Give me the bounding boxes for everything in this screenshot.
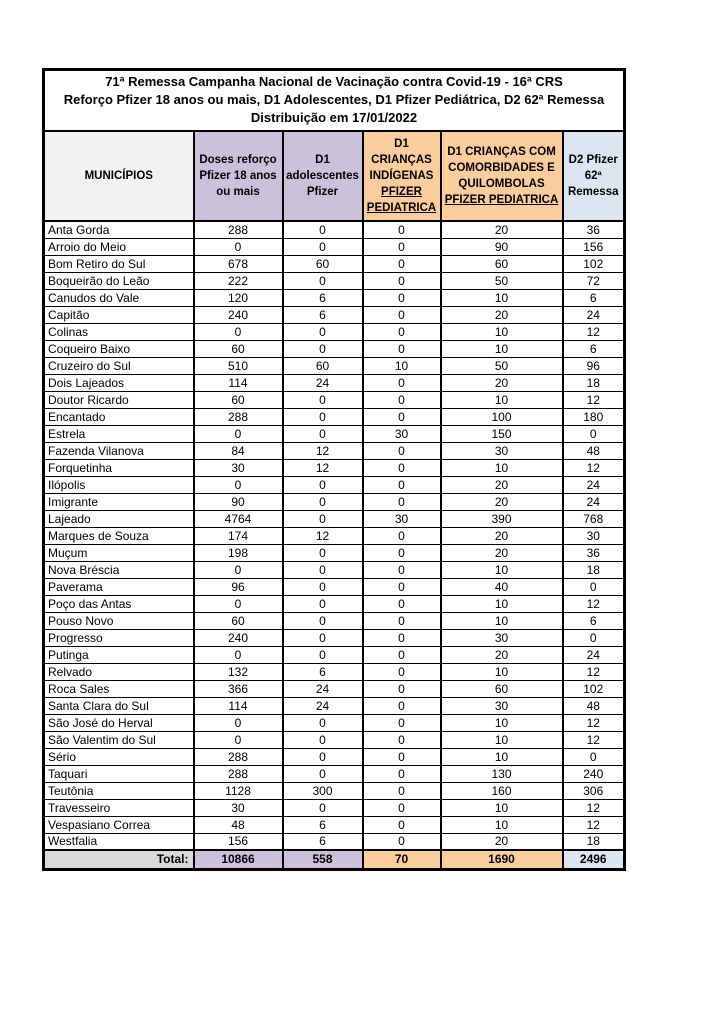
table-row (44, 612, 625, 629)
dose-value: 160 (441, 782, 563, 799)
dose-value: 48 (563, 697, 625, 714)
dose-value: 0 (283, 799, 363, 816)
dose-value: 12 (563, 391, 625, 408)
dose-value: 24 (563, 306, 625, 323)
municipality-name: Capitão (44, 306, 194, 323)
dose-value: 60 (194, 340, 283, 357)
municipality-name: São Valentim do Sul (44, 731, 194, 748)
municipality-name: Travesseiro (44, 799, 194, 816)
dose-value: 10 (441, 612, 563, 629)
dose-value: 20 (441, 833, 563, 850)
dose-value: 678 (194, 255, 283, 272)
dose-value: 6 (563, 289, 625, 306)
municipality-name: Vespasiano Correa (44, 816, 194, 833)
dose-value: 40 (441, 578, 563, 595)
municipality-name: Cruzeiro do Sul (44, 357, 194, 374)
dose-value: 0 (363, 663, 441, 680)
municipality-name: São José do Herval (44, 714, 194, 731)
dose-value: 222 (194, 272, 283, 289)
vaccination-distribution-table (42, 68, 626, 871)
dose-value: 240 (194, 629, 283, 646)
table-row (44, 340, 625, 357)
dose-value: 10 (441, 391, 563, 408)
dose-value: 0 (283, 408, 363, 425)
total-d1-adolescentes: 558 (283, 850, 363, 869)
dose-value: 0 (363, 697, 441, 714)
table-row (44, 459, 625, 476)
dose-value: 60 (194, 391, 283, 408)
table-row (44, 408, 625, 425)
municipality-name: Teutônia (44, 782, 194, 799)
dose-value: 150 (441, 425, 563, 442)
table-header (44, 70, 625, 222)
dose-value: 0 (283, 595, 363, 612)
dose-value: 24 (283, 680, 363, 697)
dose-value: 12 (563, 595, 625, 612)
dose-value: 0 (363, 612, 441, 629)
dose-value: 120 (194, 289, 283, 306)
table-row (44, 357, 625, 374)
dose-value: 0 (363, 527, 441, 544)
municipality-name: Fazenda Vilanova (44, 442, 194, 459)
dose-value: 156 (563, 238, 625, 255)
dose-value: 0 (283, 544, 363, 561)
dose-value: 10 (441, 663, 563, 680)
dose-value: 0 (363, 442, 441, 459)
dose-value: 306 (563, 782, 625, 799)
dose-value: 510 (194, 357, 283, 374)
title-line-3: Distribuição em 17/01/2022 (250, 110, 418, 125)
dose-value: 30 (363, 425, 441, 442)
dose-value: 132 (194, 663, 283, 680)
dose-value: 20 (441, 476, 563, 493)
dose-value: 6 (283, 289, 363, 306)
table-footer (44, 850, 625, 869)
dose-value: 30 (363, 510, 441, 527)
municipality-name: Colinas (44, 323, 194, 340)
dose-value: 60 (441, 680, 563, 697)
municipality-name: Anta Gorda (44, 221, 194, 238)
dose-value: 366 (194, 680, 283, 697)
municipality-name: Muçum (44, 544, 194, 561)
municipality-name: Coqueiro Baixo (44, 340, 194, 357)
dose-value: 0 (194, 561, 283, 578)
dose-value: 36 (563, 221, 625, 238)
dose-value: 12 (563, 816, 625, 833)
municipality-name: Dois Lajeados (44, 374, 194, 391)
dose-value: 0 (283, 391, 363, 408)
total-row (44, 850, 625, 869)
dose-value: 0 (194, 731, 283, 748)
dose-value: 0 (283, 731, 363, 748)
dose-value: 0 (283, 476, 363, 493)
dose-value: 0 (194, 238, 283, 255)
dose-value: 48 (563, 442, 625, 459)
dose-value: 0 (283, 238, 363, 255)
dose-value: 0 (283, 612, 363, 629)
dose-value: 12 (563, 663, 625, 680)
dose-value: 60 (194, 612, 283, 629)
table-row (44, 714, 625, 731)
dose-value: 0 (283, 510, 363, 527)
dose-value: 0 (283, 561, 363, 578)
dose-value: 0 (283, 629, 363, 646)
table-row (44, 680, 625, 697)
dose-value: 24 (563, 646, 625, 663)
dose-value: 0 (363, 476, 441, 493)
dose-value: 12 (283, 527, 363, 544)
dose-value: 30 (441, 697, 563, 714)
dose-value: 10 (441, 816, 563, 833)
dose-value: 24 (563, 493, 625, 510)
dose-value: 24 (283, 697, 363, 714)
dose-value: 20 (441, 221, 563, 238)
municipality-name: Roca Sales (44, 680, 194, 697)
dose-value: 0 (363, 306, 441, 323)
dose-value: 0 (363, 765, 441, 782)
column-header-d1-criancas-comorbidades (441, 131, 563, 221)
municipality-name: Estrela (44, 425, 194, 442)
dose-value: 0 (363, 391, 441, 408)
municipality-name: Progresso (44, 629, 194, 646)
dose-value: 390 (441, 510, 563, 527)
dose-value: 6 (563, 340, 625, 357)
dose-value: 0 (363, 374, 441, 391)
title-line-2: Reforço Pfizer 18 anos ou mais, D1 Adolescentes, D1 Pfizer Pediátrica, D2 62ª Remessa (63, 92, 605, 107)
total-d1-criancas-indigenas: 70 (363, 850, 441, 869)
dose-value: 20 (441, 527, 563, 544)
dose-value: 30 (441, 629, 563, 646)
dose-value: 156 (194, 833, 283, 850)
table-row (44, 697, 625, 714)
dose-value: 288 (194, 408, 283, 425)
table-row (44, 816, 625, 833)
table-title (44, 70, 625, 132)
dose-value: 0 (363, 408, 441, 425)
dose-value: 0 (563, 629, 625, 646)
municipality-name: Pouso Novo (44, 612, 194, 629)
municipality-name: Encantado (44, 408, 194, 425)
dose-value: 20 (441, 646, 563, 663)
dose-value: 6 (283, 306, 363, 323)
dose-value: 20 (441, 374, 563, 391)
dose-value: 20 (441, 306, 563, 323)
dose-value: 300 (283, 782, 363, 799)
dose-value: 90 (441, 238, 563, 255)
dose-value: 0 (283, 748, 363, 765)
dose-value: 4764 (194, 510, 283, 527)
table-row (44, 238, 625, 255)
municipality-name: Arroio do Meio (44, 238, 194, 255)
dose-value: 12 (563, 799, 625, 816)
dose-value: 0 (283, 425, 363, 442)
header-text-underlined: PFIZER PEDIATRICA (366, 186, 437, 214)
dose-value: 0 (563, 425, 625, 442)
municipality-name: Taquari (44, 765, 194, 782)
dose-value: 0 (363, 493, 441, 510)
dose-value: 90 (194, 493, 283, 510)
column-header-d1-criancas-indigenas (363, 131, 441, 221)
dose-value: 10 (441, 714, 563, 731)
municipality-name: Imigrante (44, 493, 194, 510)
dose-value: 10 (441, 748, 563, 765)
table-row (44, 272, 625, 289)
dose-value: 10 (441, 595, 563, 612)
table-row (44, 323, 625, 340)
dose-value: 0 (283, 578, 363, 595)
dose-value: 10 (363, 357, 441, 374)
dose-value: 174 (194, 527, 283, 544)
dose-value: 96 (563, 357, 625, 374)
dose-value: 0 (363, 748, 441, 765)
dose-value: 12 (563, 714, 625, 731)
dose-value: 0 (363, 255, 441, 272)
table-row (44, 425, 625, 442)
dose-value: 0 (363, 323, 441, 340)
dose-value: 240 (563, 765, 625, 782)
municipality-name: Putinga (44, 646, 194, 663)
dose-value: 0 (283, 646, 363, 663)
dose-value: 12 (563, 459, 625, 476)
dose-value: 288 (194, 765, 283, 782)
header-text-underlined: PFIZER PEDIATRICA (444, 194, 559, 206)
table-row (44, 306, 625, 323)
dose-value: 60 (441, 255, 563, 272)
dose-value: 20 (441, 544, 563, 561)
column-header-doses-reforco: Doses reforço Pfizer 18 anos ou mais (194, 131, 283, 221)
dose-value: 18 (563, 374, 625, 391)
dose-value: 288 (194, 748, 283, 765)
dose-value: 0 (194, 323, 283, 340)
dose-value: 10 (441, 561, 563, 578)
municipality-name: Forquetinha (44, 459, 194, 476)
total-doses-reforco: 10866 (194, 850, 283, 869)
dose-value: 240 (194, 306, 283, 323)
dose-value: 0 (363, 272, 441, 289)
municipality-name: Santa Clara do Sul (44, 697, 194, 714)
table-row (44, 833, 625, 850)
table-row (44, 391, 625, 408)
dose-value: 0 (363, 578, 441, 595)
dose-value: 36 (563, 544, 625, 561)
dose-value: 0 (363, 731, 441, 748)
dose-value: 0 (363, 289, 441, 306)
dose-value: 12 (563, 323, 625, 340)
dose-value: 0 (283, 340, 363, 357)
dose-value: 130 (441, 765, 563, 782)
dose-value: 0 (283, 221, 363, 238)
dose-value: 0 (563, 748, 625, 765)
dose-value: 0 (363, 629, 441, 646)
dose-value: 0 (283, 714, 363, 731)
table-row (44, 255, 625, 272)
table-row (44, 782, 625, 799)
table-row (44, 646, 625, 663)
dose-value: 0 (363, 799, 441, 816)
municipality-name: Westfalia (44, 833, 194, 850)
dose-value: 0 (363, 646, 441, 663)
dose-value: 0 (363, 816, 441, 833)
table-row (44, 476, 625, 493)
table-row (44, 289, 625, 306)
municipality-name: Canudos do Vale (44, 289, 194, 306)
table-row (44, 748, 625, 765)
dose-value: 100 (441, 408, 563, 425)
total-d2-pfizer: 2496 (563, 850, 625, 869)
dose-value: 6 (563, 612, 625, 629)
dose-value: 0 (283, 765, 363, 782)
municipality-name: Marques de Souza (44, 527, 194, 544)
table-row (44, 799, 625, 816)
dose-value: 50 (441, 357, 563, 374)
dose-value: 24 (563, 476, 625, 493)
total-d1-criancas-comorbidades: 1690 (441, 850, 563, 869)
municipality-name: Sério (44, 748, 194, 765)
dose-value: 60 (283, 255, 363, 272)
dose-value: 0 (283, 323, 363, 340)
dose-value: 114 (194, 374, 283, 391)
table-row (44, 595, 625, 612)
dose-value: 0 (194, 714, 283, 731)
municipality-name: Boqueirão do Leão (44, 272, 194, 289)
table-body (44, 221, 625, 850)
dose-value: 12 (563, 731, 625, 748)
dose-value: 0 (363, 833, 441, 850)
dose-value: 0 (363, 782, 441, 799)
table-row (44, 510, 625, 527)
column-header-municipios: MUNICÍPIOS (44, 131, 194, 221)
header-text: D1 CRIANÇAS COM COMORBIDADES E QUILOMBOLAS (447, 146, 556, 190)
table-row (44, 765, 625, 782)
dose-value: 30 (194, 459, 283, 476)
table-row (44, 663, 625, 680)
dose-value: 30 (563, 527, 625, 544)
dose-value: 10 (441, 799, 563, 816)
dose-value: 1128 (194, 782, 283, 799)
header-text: D1 CRIANÇAS INDÍGENAS (369, 138, 434, 182)
dose-value: 0 (363, 680, 441, 697)
table-row (44, 731, 625, 748)
municipality-name: Paverama (44, 578, 194, 595)
dose-value: 10 (441, 323, 563, 340)
dose-value: 12 (283, 442, 363, 459)
dose-value: 24 (283, 374, 363, 391)
dose-value: 180 (563, 408, 625, 425)
dose-value: 0 (363, 595, 441, 612)
table-row (44, 527, 625, 544)
municipality-name: Doutor Ricardo (44, 391, 194, 408)
dose-value: 18 (563, 561, 625, 578)
dose-value: 0 (563, 578, 625, 595)
dose-value: 768 (563, 510, 625, 527)
table-row (44, 221, 625, 238)
dose-value: 0 (363, 561, 441, 578)
table-row (44, 374, 625, 391)
table-row (44, 544, 625, 561)
dose-value: 102 (563, 680, 625, 697)
dose-value: 72 (563, 272, 625, 289)
table-row (44, 578, 625, 595)
dose-value: 0 (283, 493, 363, 510)
title-row (44, 70, 625, 132)
dose-value: 6 (283, 833, 363, 850)
table-row (44, 629, 625, 646)
dose-value: 84 (194, 442, 283, 459)
dose-value: 198 (194, 544, 283, 561)
municipality-name: Lajeado (44, 510, 194, 527)
dose-value: 0 (194, 476, 283, 493)
dose-value: 0 (363, 238, 441, 255)
dose-value: 0 (363, 221, 441, 238)
table-row (44, 561, 625, 578)
total-label: Total: (44, 850, 194, 869)
dose-value: 0 (363, 340, 441, 357)
dose-value: 102 (563, 255, 625, 272)
title-line-1: 71ª Remessa Campanha Nacional de Vacinação contra Covid-19 - 16ª CRS (105, 74, 563, 89)
column-header-row (44, 131, 625, 221)
dose-value: 60 (283, 357, 363, 374)
dose-value: 288 (194, 221, 283, 238)
dose-value: 30 (194, 799, 283, 816)
dose-value: 50 (441, 272, 563, 289)
dose-value: 10 (441, 289, 563, 306)
table-row (44, 442, 625, 459)
municipality-name: Bom Retiro do Sul (44, 255, 194, 272)
municipality-name: Poço das Antas (44, 595, 194, 612)
dose-value: 0 (194, 646, 283, 663)
column-header-d2-pfizer: D2 Pfizer 62ª Remessa (563, 131, 625, 221)
dose-value: 18 (563, 833, 625, 850)
dose-value: 0 (363, 459, 441, 476)
dose-value: 48 (194, 816, 283, 833)
dose-value: 20 (441, 493, 563, 510)
municipality-name: Nova Bréscia (44, 561, 194, 578)
dose-value: 6 (283, 663, 363, 680)
dose-value: 0 (194, 595, 283, 612)
dose-value: 12 (283, 459, 363, 476)
dose-value: 10 (441, 459, 563, 476)
dose-value: 0 (363, 714, 441, 731)
dose-value: 0 (194, 425, 283, 442)
dose-value: 10 (441, 340, 563, 357)
column-header-d1-adolescentes: D1 adolescentes Pfizer (283, 131, 363, 221)
dose-value: 6 (283, 816, 363, 833)
municipality-name: Ilópolis (44, 476, 194, 493)
dose-value: 10 (441, 731, 563, 748)
dose-value: 114 (194, 697, 283, 714)
municipality-name: Relvado (44, 663, 194, 680)
dose-value: 30 (441, 442, 563, 459)
dose-value: 0 (283, 272, 363, 289)
table-row (44, 493, 625, 510)
dose-value: 0 (363, 544, 441, 561)
dose-value: 96 (194, 578, 283, 595)
